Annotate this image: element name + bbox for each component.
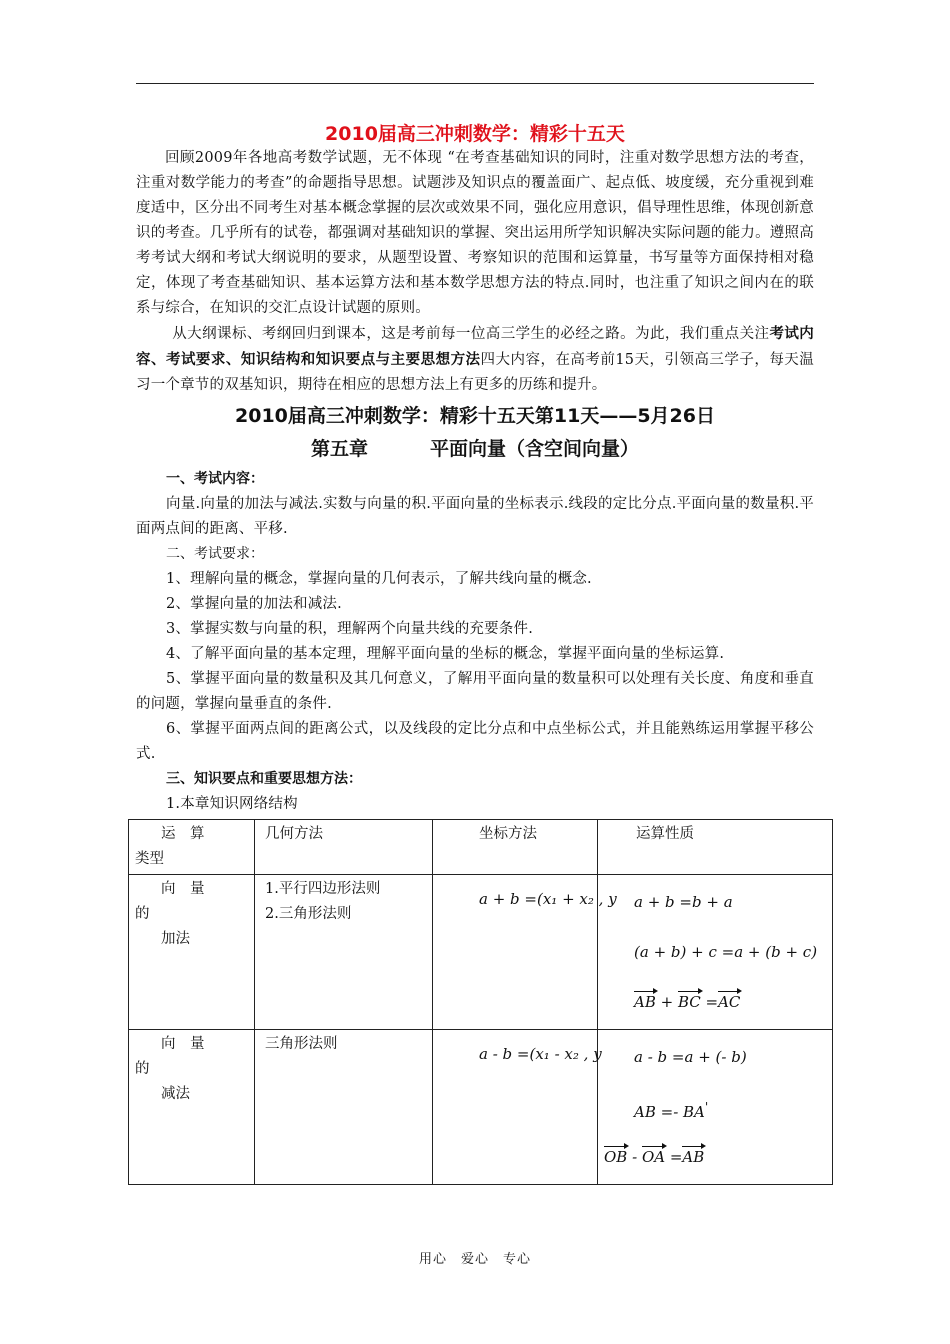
table-header-row [129,820,833,875]
row-property-subtraction: a - b =a + (- b) AB =- BA' OB - OA =AB [598,1030,833,1185]
knowledge-table [128,819,833,1185]
chapter-title: 平面向量（含空间向量） [430,438,640,460]
intro-paragraph-1: 回顾2009年各地高考数学试题，无不体现 “在考查基础知识的同时，注重对数学思想方法的考查，注重对数学能力的考查”的命题指导思想。试题涉及知识点的覆盖面广、起点低、坡度缓，充分重视到难度适中，区分出不同考生对基本概念掌握的层次或效果不同，强化应用意识，倡导理性思维，体现创新意识的考查。几乎所有的试卷，都强调对基础知识的掌握、突出运用所学知识解决实际问题的能力。遵照高考考试大纲和考试大纲说明的要求，从题型设置、考察知识的范围和运算量，书写量等方面保持相对稳定，体现了考查基础知识、基本运算方法和基本数学思想方法的特点.同时，也注重了知识之间内在的联系与综合，在知识的交汇点设计试题的原则。 [136,150,814,316]
table-row [129,1030,833,1185]
page-footer: 用心 爱心 专心 [418,1252,531,1267]
vector-sum-formula: AB + BC =AC [634,993,741,1011]
intro-p2-end: 四大内容，在高考前15天，引领高三学子，每天温习一个章节的双基知识，期待在相应的思想方法上有更多的历练和提升。 [136,352,814,393]
intro-p2-start: 从大纲课标、考纲回归到课本，这是考前每一位高三学生的必经之路。为此，我们重点关注 [172,326,770,342]
document-page [135,100,818,1185]
chapter-heading [136,431,814,467]
section-1-body: 向量.向量的加法与减法.实数与向量的积.平面向量的坐标表示.线段的定比分点.平面向量的数量积.平面两点间的距离、平移. [136,496,814,537]
requirement-item: 2、掌握向量的加法和减法. [166,596,342,612]
row-coordinate-subtraction: a - b =(x₁ - x₂ , y [433,1030,598,1185]
requirement-item: 3、掌握实数与向量的积，理解两个向量共线的充要条件. [166,621,534,637]
intro-paragraph-2 [136,321,814,398]
header-type: 运 算 类型 [129,820,255,875]
requirement-item: 1、理解向量的概念，掌握向量的几何表示，了解共线向量的概念. [166,571,592,587]
chapter-label: 第五章 [310,438,368,460]
row-geometry-subtraction: 三角形法则 [255,1030,433,1185]
intro-p2-bold: 考试内容、考试要求、知识结构和知识要点与主要思想方法 [136,325,814,368]
requirement-item: 5、掌握平面向量的数量积及其几何意义，了解用平面向量的数量积可以处理有关长度、角度和垂直的问题，掌握向量垂直的条件. [136,671,814,712]
row-type-addition: 向 量 的 加法 [129,875,255,1030]
header-coordinate: 坐标方法 [433,820,598,875]
row-type-subtraction: 向 量 的 减法 [129,1030,255,1185]
row-coordinate-addition: a + b =(x₁ + x₂ , y [433,875,598,1030]
section-3-heading: 三、知识要点和重要思想方法： [166,771,362,787]
row-property-addition: a + b =b + a (a + b) + c =a + (b + c) AB + BC =AC [598,875,833,1030]
requirement-item: 6、掌握平面两点间的距离公式，以及线段的定比分点和中点坐标公式，并且能熟练运用掌握平移公式. [136,721,814,762]
document-title: 2010届高三冲刺数学：精彩十五天 [325,123,625,145]
section-2-heading: 二、考试要求： [166,546,264,562]
header-property: 运算性质 [598,820,833,875]
day-title: 2010届高三冲刺数学：精彩十五天第11天——5月26日 [235,405,715,427]
header-geometry: 几何方法 [255,820,433,875]
table-row [129,875,833,1030]
vector-difference-formula: OB - OA =AB [604,1148,705,1166]
requirement-item: 4、了解平面向量的基本定理，理解平面向量的坐标的概念，掌握平面向量的坐标运算. [166,646,725,662]
section-3-subheading: 1.本章知识网络结构 [166,796,298,812]
row-geometry-addition: 1.平行四边形法则 2.三角形法则 [255,875,433,1030]
section-1-heading: 一、考试内容： [166,471,264,487]
header-rule [136,83,814,84]
